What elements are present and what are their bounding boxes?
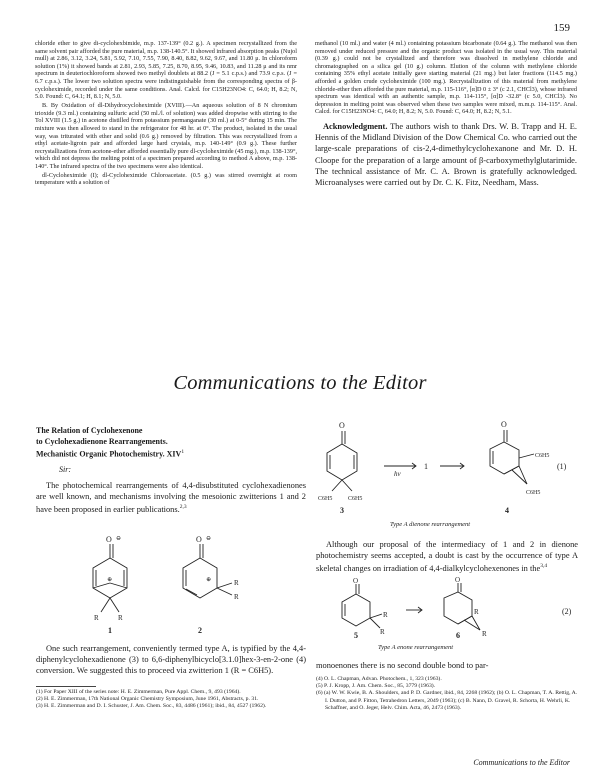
paragraph: One such rearrangement, conveniently termed type A, is typified by the 4,4-diphenylcyclohexadienone (3) to 6,6-diphenylbicyclo[3.1.0]hex-3-en-2-one (4) conversion. We suggested this to proceed via zwitterion 1 (R = C6H5).: [36, 644, 306, 676]
equation-number: (2): [562, 607, 572, 616]
footnotes-right: [316, 676, 578, 712]
footnote: (1) For Paper XIII of the series note: H. E. Zimmerman, Pure Appl. Chem., 9, 493 (1964).: [36, 689, 241, 695]
preceding-article-right-column: [315, 40, 577, 188]
oxygen-label: O: [501, 420, 507, 429]
compound-label-3: 3: [340, 506, 344, 515]
paragraph: methanol (10 ml.) and water (4 ml.) containing potassium bicarbonate (0.64 g.). The methanol was then removed under reduced pressure and the organic product was isolated in the usual way. This material (0.39 g.) could not be crystallized and therefore was dissolved in methylene chloride and chromatographed on a silica gel (10 g.) column. Elution of the column with methylene chloride containing 35% ethyl acetate initially gave starting material (21 mg.) but later fractions (114.5 mg.) afforded a golden crude cycloheximide (100 mg.). Recrystallization of this material from methylene chloride-ether then afforded the pure material, m.p. 115-116°, [α]D 0 ± 3° (c 2.1, CHCl3), whose infrared spectrum was identical with an authentic sample, m.p. 114-115°, [α]D -32.8° (c 5.0, CHCl3). No depression in melting point was observed when these two samples were mixed, m.m.p. 114-115°. Anal. Calcd. for C15H23NO4: C, 64.0; H, 8.2; N, 5.0. Found: C, 64.0; H, 8.2; N, 5.1.: [315, 40, 577, 116]
scheme-2-caption: Type A enone rearrangement: [378, 644, 454, 651]
substituent-label: R: [482, 630, 487, 638]
substituent-label: C6H5: [526, 490, 541, 496]
paragraph: monoenones there is no second double bond to par-: [316, 661, 489, 670]
running-footer: Communications to the Editor: [473, 758, 570, 767]
footnote: (3) H. E. Zimmerman and D. I. Schuster, J. Am. Chem. Soc., 83, 4486 (1961); ibid., 84, 4527 (1962).: [36, 703, 267, 710]
scheme-1: [312, 414, 580, 519]
oxygen-label: O: [106, 535, 112, 544]
paragraph: B. By Oxidation of dl-Dihydrocycloheximide (XVIII).—An aqueous solution of 8 N chromium trioxide (9.3 ml.) containing sulfuric acid (50 ml./l. of solution) was added dropwise with stirring to the Tol XVIII (1.5 g.) in acetone distilled from potassium permanganate (30 ml.) at 0-5° during 15 min. The mixture was then allowed to stand in the refrigerator for 48 hr. at 0°. The product, isolated in the usual way, was triturated with ether and solid (0.6 g.) removed by filtration. This was recrystallized from a ethyl acetate-ligroin pair and afforded large hard crystals, m.p. 140-149° (0.9 g.). These further recrystallizations from acetone-ether afforded essentially pure dl-cycloheximide (45 mg.), m.p. 138-139°, which did not depress the melting point of a specimen prepared according to method A above, m.p. 138-140°. The infrared spectra of the two specimens were also identical.: [35, 102, 297, 170]
substituent-label: R: [94, 614, 99, 622]
substituent-label: R: [118, 614, 123, 622]
footnotes-left: [36, 689, 306, 711]
page-number: 159: [553, 22, 570, 34]
paragraph: Although our proposal of the intermediacy of 1 and 2 in dienone photochemistry seems accepted, a doubt is cast by the occurrence of type A skeletal changes on irradiation of 4,4-dialkylcyclohexenones in the$^{3,4}$: [316, 540, 578, 573]
intro-paragraph: The photochemical rearrangements of 4,4-disubstituted cyclohexadienones are well known, and mechanisms involving the mesoionic zwitterions 1 and 2 have been proposed in earlier publications.$^{2,3}$: [36, 481, 306, 514]
preceding-article-left-column: [35, 40, 297, 188]
title-footnote-marker: 1: [181, 449, 185, 455]
paragraph: chloride ether to give di-cyclohexbimide, m.p. 137-139° (0.2 g.). A specimen recrystallized from the same solvent pair afforded the pure material, m.p. 138-140.5°. It showed infrared absorption peaks (Nujol mull) at 2.86, 3.12, 3.24, 5.81, 5.92, 7.10, 7.55, 7.90, 8.40, 8.82, 9.62, 9.67, and 11.80 μ. In chloroform solution (1%) it showed bands at 2.81, 2.93, 5.85, 7.25, 8.70, 8.95, 9.46, 10.83, and 11.28 μ and its nmr spectrum in deuteriochloroform showed two methyl doublets at 88.2 (J = 5.1 c.p.s.) and 73.9 c.p.s. (J = 6.7 c.p.s.). The lower two solution spectra were indistinguishable from the corresponding spectra of β-cycloheximide, recorded under the same conditions. Anal. Calcd. for C15H23NO4: C, 64.0; H, 8.2; N, 5.0. Found: C, 64.1; H, 8.1; N, 5.0.: [35, 40, 297, 101]
section-banner: Communications to the Editor: [173, 372, 427, 394]
footnote: (4) O. L. Chapman, Advan. Photochem., 1, 323 (1963).: [316, 676, 442, 682]
acknowledgment-heading: Acknowledgment.: [323, 121, 388, 131]
scheme-1-caption: Type A dienone rearrangement: [390, 521, 471, 528]
structure-label-2: 2: [198, 626, 202, 635]
equation-number: (1): [557, 462, 567, 471]
hv-label: hν: [394, 470, 401, 478]
article-title: [36, 426, 306, 460]
oxygen-label: O: [339, 421, 345, 430]
footnote: (5) P. J. Kropp, J. Am. Chem. Soc., 85, 3779 (1963).: [316, 683, 436, 690]
substituent-label: R: [234, 593, 239, 601]
substituent-label: R: [383, 611, 388, 619]
charge-label: ⊖: [206, 536, 212, 542]
compound-label-5: 5: [354, 631, 358, 640]
structure-2: [183, 544, 232, 598]
oxygen-label: O: [455, 576, 461, 584]
title-line: to Cyclohexadienone Rearrangements.: [36, 436, 168, 446]
compound-label-4: 4: [505, 506, 509, 515]
substituent-label: C6H5: [318, 496, 333, 502]
title-line: The Relation of Cyclohexenone: [36, 426, 143, 435]
footnote-rule: [36, 686, 96, 687]
charge-label: ⊕: [206, 577, 212, 583]
acknowledgment-text: The authors wish to thank Drs. W. B. Trapp and H. E. Hennis of the Midland Division of the Dow Chemical Co. who carried out the large-scale preparations of cis-2,4-dimethylcyclohexanone and Mr. D. H. Cloope for the preparation of a large amount of β-carboxymethylglutarimide. The technical assistance of Mr. C. A. Brown is gratefully acknowledged. Microanalyses were carried out by Dr. C. K. Fitz, Needham, Mass.: [315, 121, 577, 187]
charge-label: ⊖: [116, 536, 122, 542]
substituent-label: R: [234, 579, 239, 587]
citation-marker: 2,3: [179, 504, 187, 511]
oxygen-label: O: [196, 535, 202, 544]
charge-label: ⊕: [107, 577, 113, 583]
substituent-label: C6H5: [348, 496, 363, 502]
footnote: (2) H. E. Zimmerman, 17th National Organic Chemistry Symposium, June 1961, Abstracts, p. 31.: [36, 696, 259, 703]
citation-marker: 3,4: [540, 563, 548, 570]
substituent-label: R: [474, 608, 479, 616]
zwitterion-structures: [60, 533, 260, 638]
compound-label-6: 6: [456, 631, 460, 640]
title-line: Mechanistic Organic Photochemistry. XIV$^1$: [36, 449, 185, 459]
intermediate-label: 1: [424, 462, 428, 471]
acknowledgment: [315, 121, 577, 188]
salutation: Sir:: [59, 465, 71, 474]
structure-label-1: 1: [108, 626, 112, 635]
paragraph: dl-Cycloheximide (I); dl-Cycloheximide Chloroacetate. (0.5 g.) was stirred overnight at room temperature with a solution of: [35, 171, 297, 187]
substituent-label: C6H5: [535, 453, 550, 459]
oxygen-label: O: [353, 577, 359, 585]
footnote: (6) (a) W. W. Kwie, B. A. Shoulders, and P. D. Gardner, ibid., 84, 2268 (1962); (b) O. L. Chapman, T. A. Rettig, A. I. Dutton, and P. Fitton, Tetrahedron Letters, 2049 (1963); (c) B. Nann, D. Gravel, R. Schorta, H. Wehrli, K. Schaffner, and O. Jeger, Helv. Chim. Acta, 46, 2473 (1963).: [316, 690, 578, 711]
substituent-label: R: [380, 628, 385, 636]
